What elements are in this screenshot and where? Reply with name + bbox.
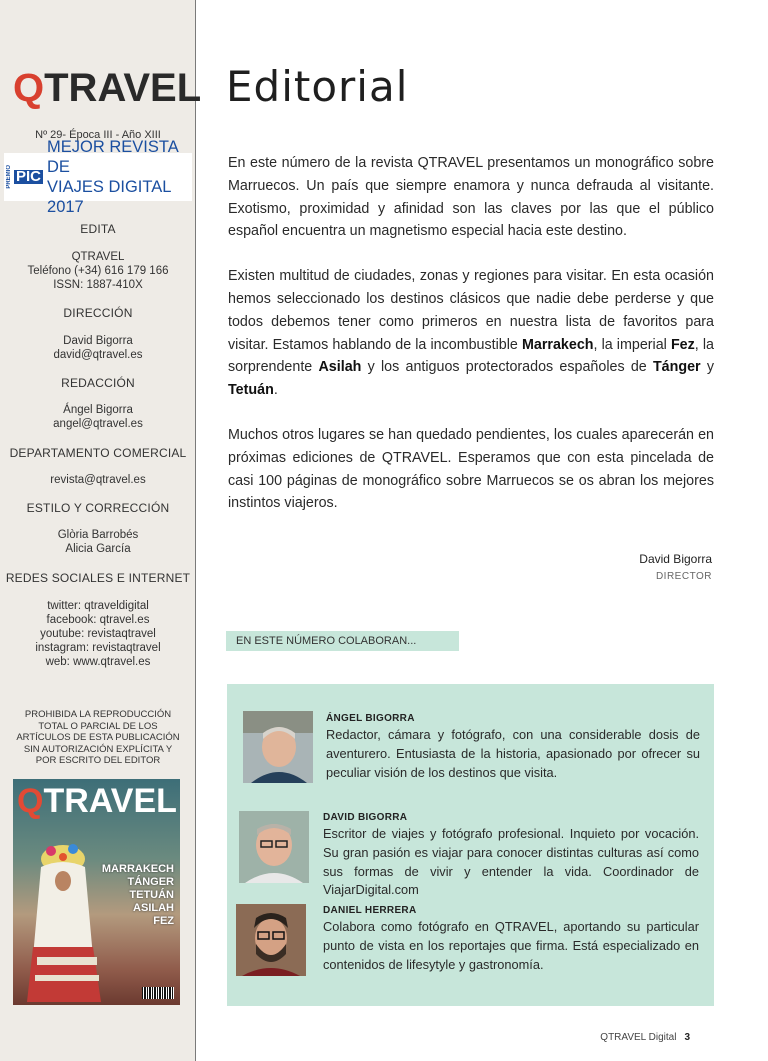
logo-text: TRAVEL: [44, 66, 202, 110]
award-line1: MEJOR REVISTA DE: [47, 138, 178, 176]
legal-line: TOTAL O PARCIAL DE LOS: [38, 720, 158, 732]
comercial-email[interactable]: revista@qtravel.es: [50, 474, 146, 486]
issue-number: Nº 29- Época III - Año XIII: [35, 129, 161, 141]
youtube-link[interactable]: youtube: revistaqtravel: [40, 628, 156, 640]
award-badge: [4, 138, 192, 216]
signature-role: DIRECTOR: [655, 571, 712, 582]
paragraph-3: Muchos otros lugares se han quedado pendientes, los cuales aparecerán en próximas ediciones de QTRAVEL. Esperamos que con esta pincelada de casi 100 páginas de monográfico sobre Marruecos se os abran los mejores instintos viajeros.: [228, 426, 714, 512]
collaborator-desc: Colabora como fotógrafo en QTRAVEL, aportando su particular punto de vista en los reportajes que firma. Está especializado en contenidos de lifesytyle y gastronomía.: [323, 919, 699, 972]
editorial-body: [228, 152, 714, 537]
logo-q: Q: [13, 66, 45, 110]
cover-destination: ASILAH: [133, 902, 174, 914]
p2-text: , la imperial: [593, 336, 671, 353]
direccion-email[interactable]: david@qtravel.es: [53, 349, 143, 361]
magazine-cover-image[interactable]: [13, 779, 180, 1005]
legal-line: ARTÍCULOS DE ESTA PUBLICACIÓN: [16, 732, 180, 743]
direccion-line-0: David Bigorra: [63, 335, 133, 347]
redes-heading: REDES SOCIALES E INTERNET: [5, 571, 191, 585]
page-number: 3: [684, 1032, 690, 1043]
award-line2: VIAJES DIGITAL 2017: [47, 178, 171, 216]
legal-line: PROHIBIDA LA REPRODUCCIÓN: [24, 709, 172, 720]
cover-figure-illustration: [23, 837, 111, 1002]
legal-notice: [14, 709, 182, 767]
instagram-link[interactable]: instagram: revistaqtravel: [35, 642, 161, 654]
collaborator-desc: Escritor de viajes y fotógrafo profesional. Inquieto por vocación. Su gran pasión es viajar para conocer distintas culturas así como sus formas de vivir y entender la vida. Coordinador de ViajarDigital.com: [323, 826, 699, 898]
comercial-heading: DEPARTAMENTO COMERCIAL: [9, 446, 187, 460]
cover-destination: FEZ: [153, 915, 174, 927]
edita-heading: EDITA: [80, 222, 116, 236]
cover-destination: TETUÁN: [129, 889, 174, 901]
facebook-link[interactable]: facebook: qtravel.es: [46, 614, 150, 626]
barcode-icon: [142, 987, 174, 999]
cover-logo-text: TRAVEL: [43, 782, 177, 820]
p2-text: y: [700, 359, 714, 376]
cover-destination: MARRAKECH: [101, 863, 174, 875]
edita-line-1: Teléfono (+34) 616 179 166: [27, 265, 169, 277]
legal-line: SIN AUTORIZACIÓN EXPLÍCITA Y: [23, 743, 173, 755]
pic-award-icon: [6, 157, 43, 197]
estilo-line-1: Alicia García: [65, 543, 131, 555]
collaborator-name: ÁNGEL BIGORRA: [326, 713, 415, 724]
destination-tetuan: Tetuán: [228, 382, 274, 399]
avatar-angel-bigorra: [243, 711, 313, 783]
page-title: Editorial: [226, 62, 409, 111]
collaborators-box: [227, 684, 714, 1006]
qtravel-logo: [13, 66, 201, 110]
edita-line-0: QTRAVEL: [71, 251, 125, 263]
web-link[interactable]: web: www.qtravel.es: [45, 656, 151, 668]
p2-text: , la sorprendente: [228, 336, 714, 376]
cover-logo: [17, 783, 177, 819]
collaborator-desc: Redactor, cámara y fotógrafo, con una considerable dosis de aventurero. Entusiasta de la historia, apasionado por ofrecer su peculiar visión de los destinos que visita.: [326, 727, 700, 780]
destination-tanger: Tánger: [652, 359, 701, 376]
footer-label: QTRAVEL Digital: [600, 1032, 677, 1043]
avatar-david-bigorra: [239, 811, 309, 883]
page-footer: [560, 1032, 690, 1043]
legal-line: POR ESCRITO DEL EDITOR: [35, 755, 161, 766]
redaccion-line-0: Ángel Bigorra: [63, 404, 133, 416]
collaborator-name: DANIEL HERRERA: [323, 905, 417, 916]
award-mark-text: PIC: [16, 168, 42, 185]
paragraph-1: En este número de la revista QTRAVEL presentamos un monográfico sobre Marruecos. Un país que siempre enamora y nunca defrauda al visitante. Exotismo, proximidad y afinidad son las claves por las que el público español encuentra un magnetismo especial hacia este destino.: [228, 155, 714, 240]
direccion-heading: DIRECCIÓN: [63, 306, 133, 320]
avatar-daniel-herrera: [236, 904, 306, 976]
sidebar: [0, 0, 202, 1061]
twitter-link[interactable]: twitter: qtraveldigital: [47, 600, 149, 612]
cover-logo-q: Q: [17, 782, 44, 820]
p2-text: .: [273, 382, 278, 399]
edita-line-2: ISSN: 1887-410X: [53, 279, 143, 291]
destination-fez: Fez: [670, 336, 695, 353]
award-text: [47, 137, 192, 217]
paragraph-2: [228, 265, 714, 402]
collaborator-name: DAVID BIGORRA: [323, 812, 408, 823]
award-premio-label: PREMIO: [6, 165, 12, 189]
signature-name: David Bigorra: [639, 552, 712, 566]
estilo-heading: ESTILO Y CORRECCIÓN: [26, 501, 170, 515]
redaccion-email[interactable]: angel@qtravel.es: [53, 418, 143, 430]
cover-destinations: [102, 863, 174, 928]
estilo-line-0: Glòria Barrobés: [57, 529, 139, 541]
destination-asilah: Asilah: [318, 359, 362, 376]
destination-marrakech: Marrakech: [521, 336, 594, 353]
redaccion-heading: REDACCIÓN: [61, 376, 135, 390]
cover-destination: TÁNGER: [127, 876, 174, 888]
p2-text: Existen multitud de ciudades, zonas y regiones para visitar. En esta ocasión hemos seleccionado los destinos clásicos que nadie debe perderse y que todos debemos tener como primeros en nuestra lista de favoritos para visitar. Estamos hablando de la incombustible: [228, 268, 714, 353]
collaborators-heading: EN ESTE NÚMERO COLABORAN...: [226, 631, 459, 651]
p2-text: y los antiguos protectorados españoles de: [361, 359, 653, 376]
